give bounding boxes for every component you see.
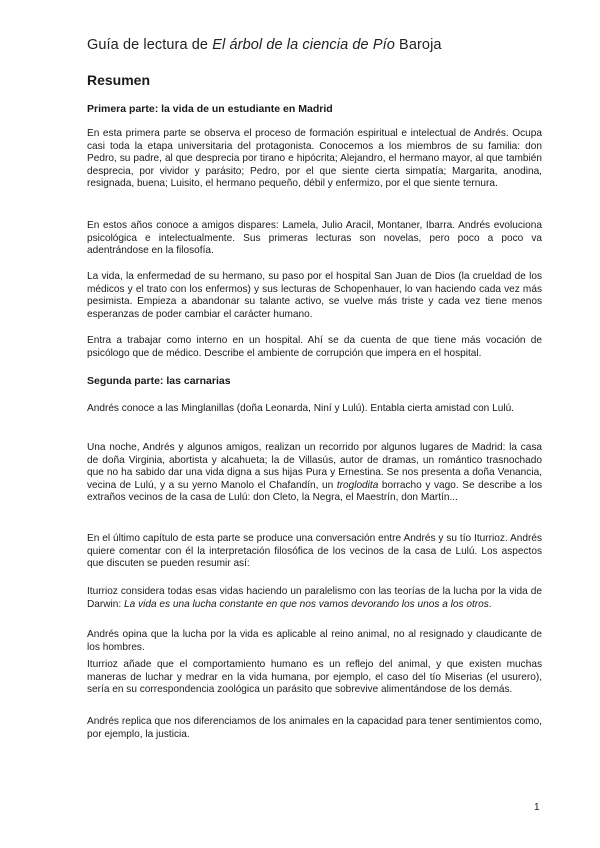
part1-paragraph-3: La vida, la enfermedad de su hermano, su paso por el hospital San Juan de Dios (la crueldad de los médicos y el trato con los enfermos) y sus lecturas de Schopenhauer, lo van haciendo cada vez más pesimista. Empieza a abandonar su talante activo, se vuelve más triste y cada vez tiene menos esperanzas de poder cambiar el carácter humano. — [87, 271, 542, 320]
part1-title: Primera parte: la vida de un estudiante en Madrid — [87, 103, 333, 115]
part2-p2-text-end: borracho y vago. Se describe a los extraños vecinos de la casa de Lulú: don Cleto, la Negra, el Maestrín, don Martín... — [87, 479, 542, 504]
part2-paragraph-3: En el último capítulo de esta parte se produce una conversación entre Andrés y su tío Iturrioz. Andrés quiere comentar con él la interpretación filosófica de los vecinos de la casa de Lulú. Los aspectos que discuten se pueden resumir así: — [87, 533, 542, 570]
part1-paragraph-4: Entra a trabajar como interno en un hospital. Ahí se da cuenta de que tiene más vocación de psicólogo que de médico. Describe el ambiente de corrupción que impera en el hospital. — [87, 335, 542, 359]
part2-p4-end: . — [488, 598, 492, 610]
part2-paragraph-7: Andrés replica que nos diferenciamos de los animales en la capacidad para tener sentimientos como, por ejemplo, la justicia. — [87, 716, 542, 740]
part2-paragraph-4 — [87, 586, 542, 611]
part2-p2-text: Una noche, Andrés y algunos amigos, realizan un recorrido por algunos lugares de Madrid: la casa de doña Virginia, abortista y alcahueta; la de Villasús, autor de dramas, un romántico trasnochado que no ha sabido dar una vida digna a sus hijas Pura y Ernestina. Se nos presenta a doña Venancia, vecina de Lulú, y a su yerno Manolo el Chafandín, un — [87, 442, 542, 491]
header-author: Baroja — [399, 37, 442, 53]
header-prefix: Guía de lectura de — [87, 37, 209, 53]
part2-paragraph-1: Andrés conoce a las Minglanillas (doña Leonarda, Niní y Lulú). Entabla cierta amistad con Lulú. — [87, 403, 514, 414]
part1-paragraph-2: En estos años conoce a amigos dispares: Lamela, Julio Aracil, Montaner, Ibarra. Andrés evoluciona psicológica e intelectualmente. Sus primeras lecturas son novelas, pero poco a poco va adentrándose en la filosofía. — [87, 220, 542, 257]
part2-p4-text: Iturrioz considera todas esas vidas haciendo un paralelismo con las teorías de la lucha por la vida de Darwin: — [87, 586, 542, 610]
header-book-title: El árbol de la ciencia de Pío — [212, 37, 395, 53]
part2-p4-quote: La vida es una lucha constante en que nos vamos devorando los unos a los otros — [124, 598, 489, 610]
document-header — [87, 37, 442, 53]
section-heading: Resumen — [87, 72, 151, 88]
part2-paragraph-6: Iturrioz añade que el comportamiento humano es un reflejo del animal, y que existen muchas maneras de luchar y medrar en la vida humana, por ejemplo, el caso del tío Miserias (el usurero), sería en su correspondencia zoológica un parásito que sobrevive alimentándose de los demás. — [87, 659, 542, 696]
part2-title: Segunda parte: las carnarias — [87, 375, 231, 387]
part2-p2-italic: troglodita — [336, 479, 379, 491]
part2-paragraph-2 — [87, 442, 542, 505]
page-number: 1 — [534, 802, 540, 813]
part1-paragraph-1: En esta primera parte se observa el proceso de formación espiritual e intelectual de Andrés. Ocupa casi toda la etapa universitaria del protagonista. Conocemos a los miembros de su familia: don Pedro, su padre, al que desprecia por tirano e hipócrita; Alejandro, el hermano mayor, al que también desprecia, por vividor y parásito; Pedro, por el que siente cierta simpatía; Margarita, anodina, resignada, buena; Luisito, el hermano pequeño, débil y enfermizo, por el que siente ternura. — [87, 128, 542, 190]
part2-paragraph-5: Andrés opina que la lucha por la vida es aplicable al reino animal, no al resignado y claudicante de los hombres. — [87, 629, 542, 653]
